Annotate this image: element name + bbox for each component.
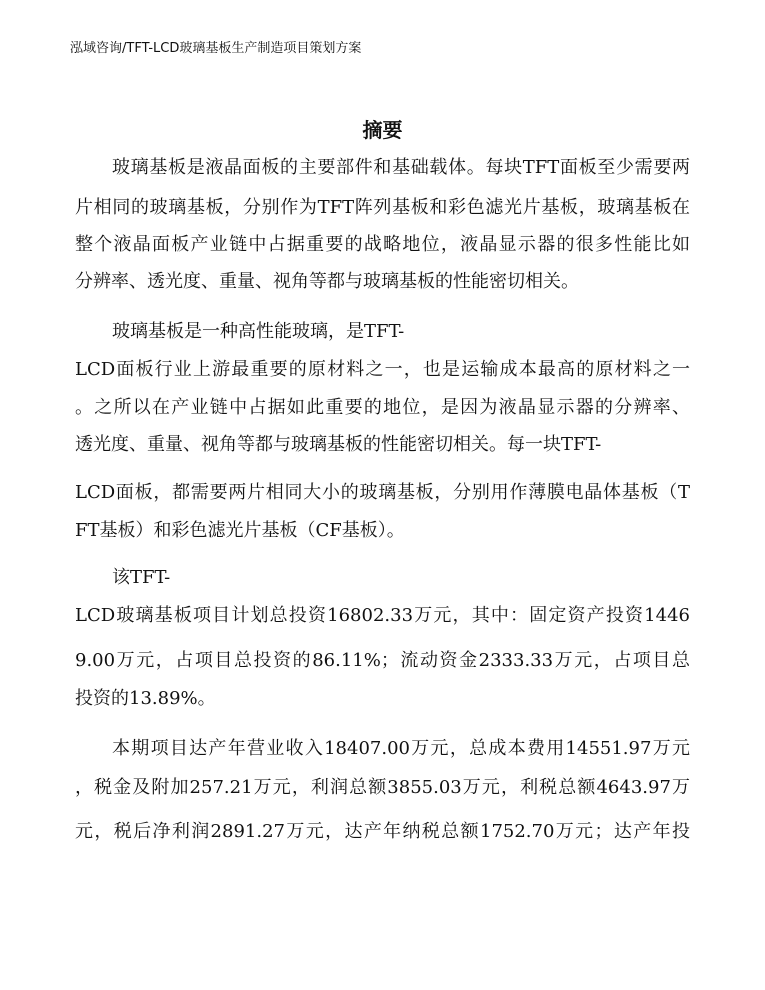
paragraph-line: 玻璃基板是液晶面板的主要部件和基础载体。每块TFT面板至少需要两 bbox=[112, 157, 690, 178]
paragraph-line: 片相同的玻璃基板，分别作为TFT阵列基板和彩色滤光片基板，玻璃基板在 bbox=[75, 197, 690, 218]
paragraph-line: 元，税后净利润2891.27万元，达产年纳税总额1752.70万元；达产年投 bbox=[75, 821, 690, 842]
paragraph-line: 该TFT- bbox=[112, 567, 171, 588]
paragraph-line: 9.00万元，占项目总投资的86.11%；流动资金2333.33万元，占项目总 bbox=[75, 650, 690, 671]
paragraph-line: FT基板）和彩色滤光片基板（CF基板）。 bbox=[75, 520, 405, 541]
paragraph-line: 整个液晶面板产业链中占据重要的战略地位，液晶显示器的很多性能比如 bbox=[75, 234, 690, 255]
paragraph-line: 玻璃基板是一种高性能玻璃，是TFT- bbox=[112, 321, 405, 342]
paragraph-line: 。之所以在产业链中占据如此重要的地位，是因为液晶显示器的分辨率、 bbox=[75, 397, 690, 418]
paragraph-line: 本期项目达产年营业收入18407.00万元，总成本费用14551.97万元 bbox=[112, 738, 690, 759]
paragraph-line: 分辨率、透光度、重量、视角等都与玻璃基板的性能密切相关。 bbox=[75, 271, 579, 292]
paragraph-line: 透光度、重量、视角等都与玻璃基板的性能密切相关。每一块TFT- bbox=[75, 434, 602, 455]
section-title: 摘要 bbox=[362, 118, 403, 142]
paragraph-line: LCD面板行业上游最重要的原材料之一，也是运输成本最高的原材料之一 bbox=[75, 359, 690, 380]
running-header: 泓域咨询/TFT-LCD玻璃基板生产制造项目策划方案 bbox=[70, 41, 362, 56]
paragraph-line: 投资的13.89%。 bbox=[75, 688, 216, 709]
paragraph-line: ，税金及附加257.21万元，利润总额3855.03万元，利税总额4643.97万 bbox=[75, 777, 690, 798]
paragraph-line: LCD玻璃基板项目计划总投资16802.33万元，其中：固定资产投资1446 bbox=[75, 605, 690, 626]
paragraph-line: LCD面板，都需要两片相同大小的玻璃基板，分别用作薄膜电晶体基板（T bbox=[75, 482, 690, 503]
